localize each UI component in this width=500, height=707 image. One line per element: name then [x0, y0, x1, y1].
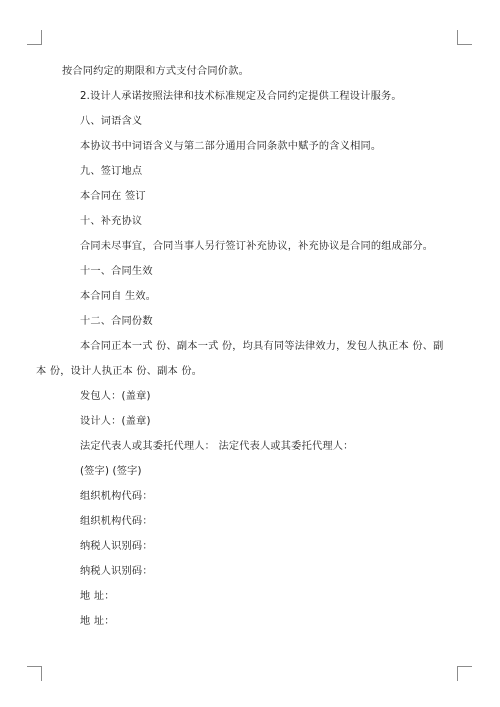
document-body [36, 64, 444, 639]
paragraph-effectiveness: 本合同自 生效。 [80, 291, 157, 302]
crop-mark-top-left [27, 30, 42, 45]
section-heading-effectiveness: 十一、合同生效 [80, 266, 153, 277]
paragraph-payment-terms: 按合同约定的期限和方式支付合同价款。 [62, 66, 249, 77]
section-heading-supplementary: 十、补充协议 [80, 216, 143, 227]
paragraph-supplementary: 合同未尽事宜，合同当事人另行签订补充协议，补充协议是合同的组成部分。 [80, 241, 434, 252]
field-org-code-2: 组织机构代码： [80, 516, 153, 527]
paragraph-copies [36, 339, 444, 380]
crop-mark-top-right [457, 30, 472, 45]
field-taxpayer-id-1: 纳税人识别码： [80, 541, 153, 552]
field-address-2: 地 址： [80, 616, 115, 627]
section-heading-copies: 十二、合同份数 [80, 316, 153, 327]
field-org-code-1: 组织机构代码： [80, 491, 153, 502]
paragraph-signing-place: 本合同在 签订 [80, 191, 146, 202]
crop-mark-bottom-right [457, 666, 472, 681]
field-taxpayer-id-2: 纳税人识别码： [80, 566, 153, 577]
paragraph-copies-line-1: 本合同正本一式 份、副本一式 份，均具有同等法律效力，发包人执正本 份、副 [80, 341, 444, 352]
field-address-1: 地 址： [80, 591, 115, 602]
signature-representatives: 法定代表人或其委托代理人： 法定代表人或其委托代理人： [80, 441, 354, 452]
crop-mark-bottom-left [27, 666, 42, 681]
section-heading-signing-place: 九、签订地点 [80, 166, 143, 177]
signature-sign-marks: (签字) (签字) [80, 466, 142, 477]
paragraph-copies-line-2: 本 份，设计人执正本 份、副本 份。 [36, 366, 203, 377]
section-heading-definitions: 八、词语含义 [80, 116, 143, 127]
paragraph-designer-commitment: 2.设计人承诺按照法律和技术标准规定及合同约定提供工程设计服务。 [80, 91, 402, 102]
signature-employer: 发包人：(盖章) [80, 391, 151, 402]
signature-designer: 设计人：(盖章) [80, 416, 151, 427]
paragraph-definitions: 本协议书中词语含义与第二部分通用合同条款中赋予的含义相同。 [80, 141, 382, 152]
